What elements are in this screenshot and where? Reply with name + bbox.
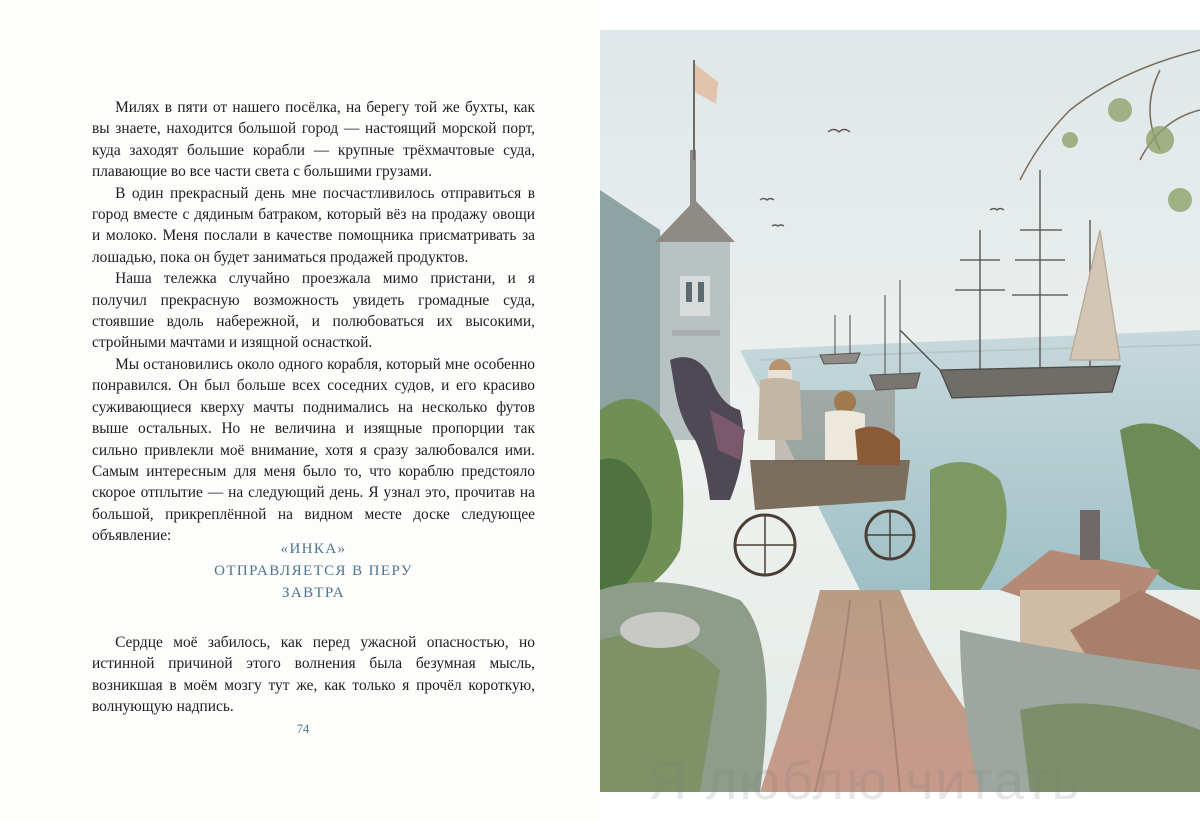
paragraph-5: Сердце моё забилось, как перед ужасной опасностью, но истинной причиной этого волнения была безумная мысль, возникшая в моём мозгу тут же, как только я прочёл короткую, волнующую надпись.	[92, 634, 535, 716]
notice-title: «ИНКА»	[280, 541, 347, 557]
paragraph-3: Наша тележка случайно проезжала мимо пристани, и я получил прекрасную возможность увидеть громадные суда, стоявшие вдоль набережной, и полюбоваться их высокими, стройными мачтами и изящной оснасткой.	[92, 270, 535, 352]
paragraph-4: Мы остановились около одного корабля, который мне особенно понравился. Он был больше всех соседних судов, и его красиво суживающиеся кверху мачты поднимались на несколько футов выше остальных. Но не величина и изящные пропорции так сильно привлекли моё внимание, хотя я сразу залюбовался ими. Самым интересным для меня было то, что кораблю предстояло скорое отплытие — на следующий день. Я узнал это, прочитав на большой, прикреплённой на видном месте доске следующее объявление:	[92, 355, 535, 545]
paragraph-1: Милях в пяти от нашего посёлка, на берегу той же бухты, как вы знаете, находится большой город — настоящий морской порт, куда заходят большие корабли — крупные трёхмачтовые суда, плавающие во все части света с большими грузами.	[92, 99, 535, 181]
page-number: 74	[296, 722, 310, 736]
harbor-illustration	[600, 30, 1200, 792]
notice-date: ЗАВТРА	[282, 585, 345, 601]
paragraph-2: В один прекрасный день мне посчастливилось отправиться в город вместе с дядиным батраком, который вёз на продажу овощи и молоко. Меня послали в качестве помощника присматривать за лошадью, пока он будет заниматься продажей продуктов.	[92, 184, 535, 266]
illustration-svg	[600, 30, 1200, 792]
final-block	[92, 632, 535, 718]
notice-destination: ОТПРАВЛЯЕТСЯ В ПЕРУ	[214, 563, 413, 579]
text-block	[92, 97, 535, 547]
